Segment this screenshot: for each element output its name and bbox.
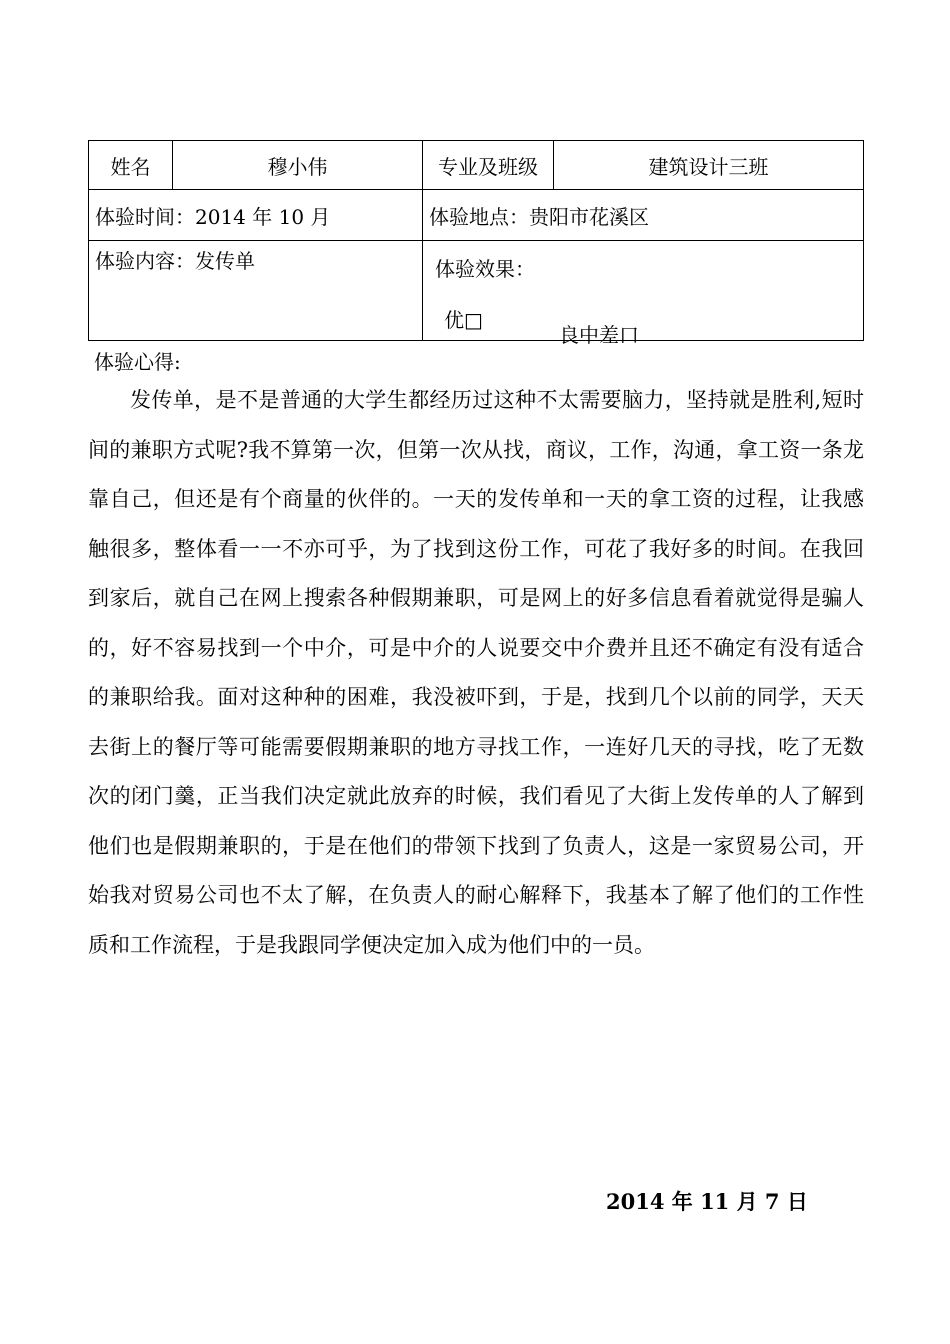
name-value: 穆小伟 (173, 141, 423, 190)
reflection-heading: 体验心得: (94, 350, 181, 374)
effect-options-other: 良中差口 (559, 323, 639, 347)
signature-date: 2014 年 11 月 7 日 (606, 1189, 808, 1214)
effect-option-excellent: 优□ (444, 308, 483, 332)
class-value: 建筑设计三班 (554, 141, 864, 190)
reflection-body: 发传单，是不是普通的大学生都经历过这种不太需要脑力，坚持就是胜利,短时间的兼职方式呢?我不算第一次，但第一次从找，商议，工作，沟通，拿工资一条龙靠自己，但还是有个商量的伙伴的。一天的发传单和一天的拿工资的过程，让我感触很多，整体看一一不亦可乎，为了找到这份工作，可花了我好多的时间。在我回到家后，就自己在网上搜索各种假期兼职，可是网上的好多信息看着就觉得是骗人的，好不容易找到一个中介，可是中介的人说要交中介费并且还不确定有没有适合的兼职给我。面对这种种的困难，我没被吓到，于是，找到几个以前的同学，天天去街上的餐厅等可能需要假期兼职的地方寻找工作，一连好几天的寻找，吃了无数次的闭门羹，正当我们决定就此放弃的时候，我们看见了大街上发传单的人了解到他们也是假期兼职的，于是在他们的带领下找到了负责人，这是一家贸易公司，开始我对贸易公司也不太了解，在负责人的耐心解释下，我基本了解了他们的工作性质和工作流程，于是我跟同学便决定加入成为他们中的一员。 (88, 388, 864, 957)
class-label: 专业及班级 (423, 141, 554, 190)
experience-time-field: 体验时间：2014 年 10 月 (89, 190, 423, 241)
effect-label: 体验效果： (435, 257, 535, 281)
experience-place-field: 体验地点：贵阳市花溪区 (423, 190, 864, 241)
experience-info-table (88, 140, 864, 347)
name-label: 姓名 (89, 141, 173, 190)
experience-effect-cell (423, 241, 864, 347)
experience-content-field: 体验内容：发传单 (89, 241, 423, 341)
